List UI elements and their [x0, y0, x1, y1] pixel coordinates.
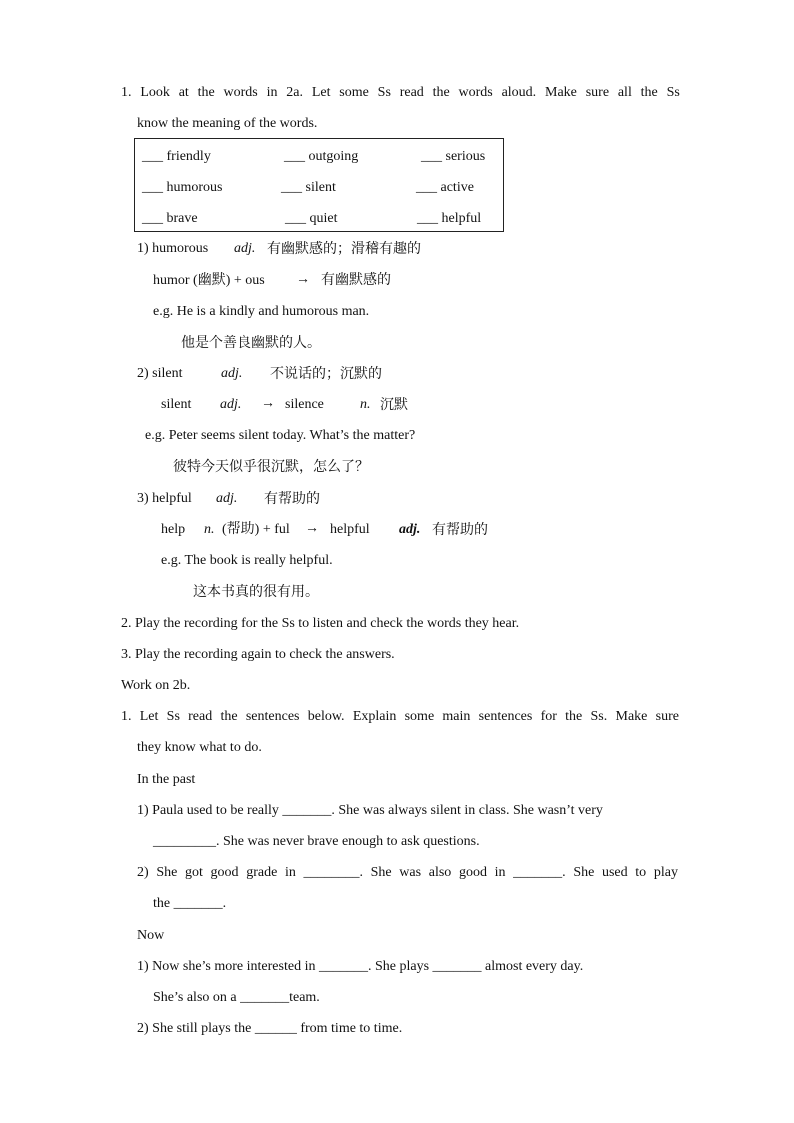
work2b-step1-line1-word: sentences [245, 709, 300, 724]
work2b-step1-line1-word: 1. [121, 709, 132, 724]
vocab-helpful-meaning: 有帮助的 [264, 491, 320, 507]
arrow-icon: → [261, 396, 275, 411]
word-helpful: ___ helpful [417, 211, 482, 226]
word-quiet: ___ quiet [285, 211, 338, 226]
now-sentence-1-line1: 1) Now she’s more interested in _______. She plays _______ almost every day. [137, 959, 584, 974]
step1-line1-word: in [266, 85, 278, 100]
now-sentence-2: 2) She still plays the ______ from time to time. [137, 1021, 403, 1036]
step1-line1-word: words [458, 85, 493, 100]
step1-line1-word: 2a. [286, 85, 303, 100]
past-sentence-1-line2: _________. She was never brave enough to ask questions. [153, 834, 480, 849]
work2b-step1-line1-word: for [540, 709, 557, 724]
step1-line1-word: at [178, 85, 189, 100]
past-sentence-2-line1-word: 2) [137, 865, 149, 880]
vocab-silent-number: 2) silent [137, 366, 183, 381]
step1-line1-word: Look [140, 85, 170, 100]
humorous-formation-result: 有幽默感的 [321, 272, 391, 288]
past-sentence-2-line1-word: also [428, 865, 452, 880]
past-sentence-2-line1-word: was [399, 865, 422, 880]
past-sentence-1-line1: 1) Paula used to be really _______. She was always silent in class. She wasn’t very [137, 803, 603, 818]
step1-line1-word: some [339, 85, 369, 100]
work2b-step1-line1-word: Ss. [590, 709, 608, 724]
vocab-helpful-number: 3) helpful [137, 491, 192, 506]
past-sentence-2-line1-word: in [494, 865, 506, 880]
work2b-step1-line1-word: Explain [352, 709, 397, 724]
past-sentence-2-line2: the _______. [153, 896, 227, 911]
vocab-silent-pos: adj. [221, 366, 243, 381]
helpful-base-word: help [161, 522, 186, 537]
vocab-helpful-pos: adj. [216, 491, 238, 506]
step1-line1-word: Make [545, 85, 577, 100]
past-sentence-2-line1-word: She [156, 865, 178, 880]
work2b-step1-line1-word: sure [655, 709, 679, 724]
word-humorous: ___ humorous [142, 180, 223, 195]
now-sentence-1-line2: She’s also on a _______team. [153, 990, 320, 1005]
helpful-translation: 这本书真的很有用。 [193, 584, 319, 600]
work2b-step1-line1-word: Ss [166, 709, 180, 724]
humorous-formation: humor (幽默) + ous [153, 273, 265, 288]
humorous-translation: 他是个善良幽默的人。 [181, 335, 321, 351]
word-checklist-box [134, 138, 504, 232]
past-sentence-2-line1-word: She [370, 865, 392, 880]
vocab-humorous-number: 1) humorous [137, 241, 209, 256]
work2b-step1-line1-word: sentences [478, 709, 533, 724]
silent-pos-noun: n. [360, 397, 371, 412]
past-sentence-2-line1 [137, 864, 678, 882]
step1-line1-word: the [197, 85, 215, 100]
work-2b-heading: Work on 2b. [121, 678, 191, 693]
vocab-silent-meaning: 不说话的；沉默的 [270, 366, 382, 382]
step1-line1-word: sure [585, 85, 610, 100]
step1-line1-word: all [617, 85, 632, 100]
past-sentence-2-line1-word: to [635, 865, 647, 880]
step1-line1-word: Ss [377, 85, 391, 100]
work2b-step1-line1-word: Make [615, 709, 648, 724]
work2b-step1-line2: they know what to do. [137, 740, 262, 755]
silent-translation: 彼特今天似乎很沉默，怎么了？ [173, 459, 369, 475]
step1-line1-word: read [399, 85, 424, 100]
past-sentence-2-line1-word: _______. [513, 865, 566, 880]
helpful-result-meaning: 有帮助的 [432, 522, 488, 538]
step1-line1-word: the [640, 85, 658, 100]
step1-line1-word: Let [311, 85, 331, 100]
helpful-pos-noun: n. [204, 522, 215, 537]
now-label: Now [137, 928, 165, 943]
past-sentence-2-line1-word: got [184, 865, 203, 880]
step1-line1-word: the [432, 85, 450, 100]
arrow-icon: → [305, 521, 319, 536]
work2b-step1-line1-word: some [404, 709, 435, 724]
step2-line: 2. Play the recording for the Ss to listen and check the words they hear. [121, 616, 520, 631]
past-sentence-2-line1-word: She [573, 865, 595, 880]
word-active: ___ active [416, 180, 474, 195]
work2b-step1-line1-word: the [220, 709, 238, 724]
word-silent: ___ silent [281, 180, 336, 195]
work2b-step1-line1-word: Let [139, 709, 159, 724]
step3-line: 3. Play the recording again to check the answers. [121, 647, 395, 662]
past-sentence-2-line1-word: grade [246, 865, 278, 880]
past-sentence-2-line1-word: play [653, 865, 678, 880]
step1-line1-word: Ss [666, 85, 680, 100]
past-sentence-2-line1-word: in [284, 865, 296, 880]
helpful-formation: (帮助) + ful [222, 522, 290, 537]
work2b-step1-line1-word: main [442, 709, 471, 724]
step1-line1-word: aloud. [501, 85, 537, 100]
past-sentence-2-line1-word: good [458, 865, 487, 880]
step1-line1-word: 1. [121, 85, 132, 100]
past-sentence-2-line1-word: used [601, 865, 628, 880]
step1-line2: know the meaning of the words. [137, 116, 318, 131]
silent-word: silent [161, 397, 192, 412]
silent-noun-meaning: 沉默 [380, 397, 408, 413]
humorous-example: e.g. He is a kindly and humorous man. [153, 304, 370, 319]
work2b-step1-line1 [121, 708, 679, 726]
word-brave: ___ brave [142, 211, 198, 226]
helpful-result-word: helpful [330, 522, 370, 537]
word-outgoing: ___ outgoing [284, 149, 359, 164]
step1-line1 [121, 84, 680, 102]
in-the-past-label: In the past [137, 772, 196, 787]
arrow-icon: → [296, 272, 310, 287]
helpful-example: e.g. The book is really helpful. [161, 553, 333, 568]
step1-line1-word: words [223, 85, 258, 100]
silent-noun: silence [285, 397, 324, 412]
helpful-pos-adj: adj. [399, 522, 421, 537]
past-sentence-2-line1-word: ________. [303, 865, 363, 880]
past-sentence-2-line1-word: good [210, 865, 239, 880]
work2b-step1-line1-word: the [565, 709, 583, 724]
silent-example: e.g. Peter seems silent today. What’s the matter? [145, 428, 416, 443]
word-friendly: ___ friendly [142, 149, 211, 164]
word-serious: ___ serious [421, 149, 486, 164]
vocab-humorous-pos: adj. [234, 241, 256, 256]
work2b-step1-line1-word: below. [307, 709, 345, 724]
work2b-step1-line1-word: read [188, 709, 213, 724]
vocab-humorous-meaning: 有幽默感的；滑稽有趣的 [267, 241, 421, 257]
silent-pos-adj: adj. [220, 397, 242, 412]
